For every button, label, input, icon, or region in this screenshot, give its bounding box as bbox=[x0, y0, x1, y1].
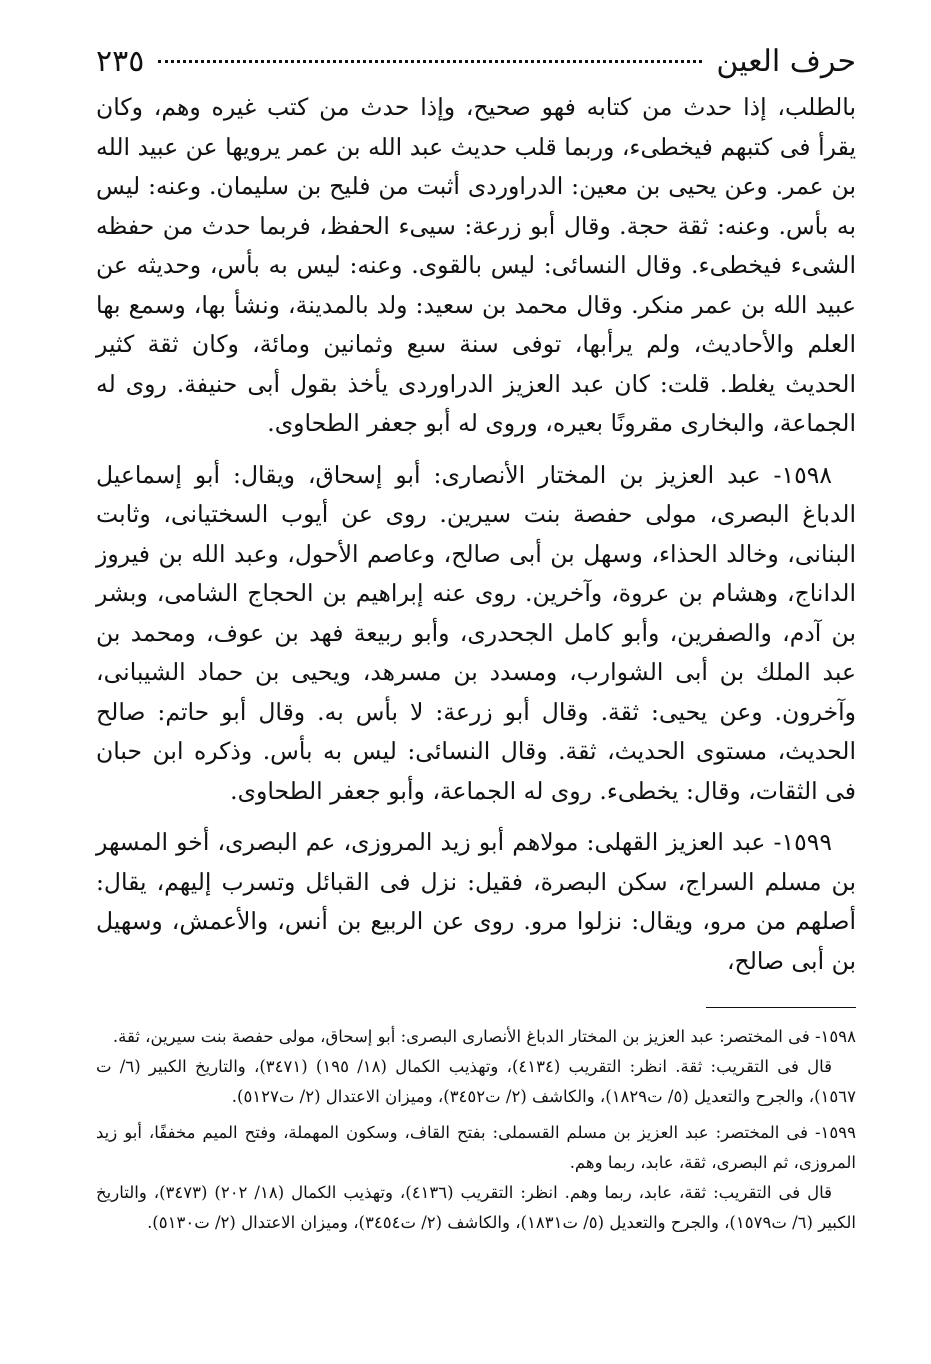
running-header bbox=[96, 40, 856, 84]
book-page bbox=[96, 40, 856, 1340]
footnote-1599-sources: قال فى التقريب: ثقة، عابد، ربما وهم. انظر: التقريب (٤١٣٦)، وتهذيب الكمال (١٨/ ٢٠٢) (٣٤٧٣)، والتاريخ الكبير (٦/ ت١٥٧٩)، والجرح والتعديل (٥/ ت١٨٣١)، والكاشف (٢/ ت٣٤٥٤)، وميزان الاعتدال (٢/ ت٥١٣٠). bbox=[96, 1183, 856, 1232]
footnote-separator bbox=[706, 1007, 856, 1008]
footnote-1598-summary: ١٥٩٨- فى المختصر: عبد العزيز بن المختار الدباغ الأنصارى البصرى: أبو إسحاق، مولى حفصة بنت سيرين، ثقة. bbox=[112, 1027, 856, 1046]
main-text bbox=[96, 88, 856, 981]
continuation-paragraph: بالطلب، إذا حدث من كتابه فهو صحيح، وإذا حدث من كتب غيره وهم، وكان يقرأ فى كتبهم فيخطىء، وربما قلب حديث عبد الله بن عمر يرويها عن عبيد الله بن عمر. وعن يحيى بن معين: الدراوردى أثبت من فليح بن سليمان. وعنه: ليس به بأس. وعنه: ثقة حجة. وقال أبو زرعة: سيىء الحفظ، فربما حدث من حفظه الشىء فيخطىء. وقال النسائى: ليس بالقوى. وعنه: ليس به بأس، وحديثه عن عبيد الله بن عمر منكر. وقال محمد بن سعيد: ولد بالمدينة، ونشأ بها، وسمع بها العلم والأحاديث، ولم يرأبها، توفى سنة سبع وثمانين ومائة، وكان ثقة كثير الحديث يغلط. قلت: كان عبد العزيز الدراوردى يأخذ بقول أبى حنيفة. روى له الجماعة، والبخارى مقرونًا بعيره، وروى له أبو جعفر الطحاوى. bbox=[96, 93, 856, 437]
page-number: ٢٣٥ bbox=[96, 44, 145, 79]
footnote-1598-sources: قال فى التقريب: ثقة. انظر: التقريب (٤١٣٤)، وتهذيب الكمال (١٨/ ١٩٥) (٣٤٧١)، والتاريخ الكبير (٦/ ت ١٥٦٧)، والجرح والتعديل (٥/ ت١٨٢٩)، والكاشف (٢/ ت٣٤٥٢)، وميزان الاعتدال (٢/ ت٥١٢٧). bbox=[96, 1057, 856, 1106]
footnote-1599-summary: ١٥٩٩- فى المختصر: عبد العزيز بن مسلم القسملى: بفتح القاف، وسكون المهملة، وفتح الميم مخففًا، أبو زيد المروزى، ثم البصرى، ثقة، عابد، ربما وهم. bbox=[96, 1123, 856, 1172]
entry-1599: ١٥٩٩- عبد العزيز القهلى: مولاهم أبو زيد المروزى، عم البصرى، أخو المسهر بن مسلم السراج، سكن البصرة، فقيل: نزل فى القبائل وتسرب إليهم، يقال: أصلهم من مرو، ويقال: نزلوا مرو. روى عن الربيع بن أنس، والأعمش، وسهيل بن أبى صالح، bbox=[96, 828, 856, 975]
chapter-title: حرف العين bbox=[716, 44, 856, 79]
leader-dots bbox=[158, 60, 702, 63]
entry-1598: ١٥٩٨- عبد العزيز بن المختار الأنصارى: أبو إسحاق، ويقال: أبو إسماعيل الدباغ البصرى، مولى حفصة بنت سيرين. روى عن أيوب السختيانى، وثابت البنانى، وخالد الحذاء، وسهل بن أبى صالح، وعاصم الأحول، وعبد الله بن فيروز الداناج، وهشام بن عروة، وآخرين. روى عنه إبراهيم بن الحجاج الشامى، وبشر بن آدم، والصفرين، وأبو كامل الجحدرى، وأبو ربيعة فهد بن عوف، ومحمد بن عبد الملك بن أبى الشوارب، ومسدد بن مسرهد، ويحيى بن حماد الشيبانى، وآخرون. وعن يحيى: ثقة. وقال أبو زرعة: لا بأس به. وقال أبو حاتم: صالح الحديث، مستوى الحديث، ثقة. وقال النسائى: ليس به بأس. وذكره ابن حبان فى الثقات، وقال: يخطىء. روى له الجماعة، وأبو جعفر الطحاوى. bbox=[96, 460, 856, 805]
footnotes bbox=[96, 1022, 856, 1238]
